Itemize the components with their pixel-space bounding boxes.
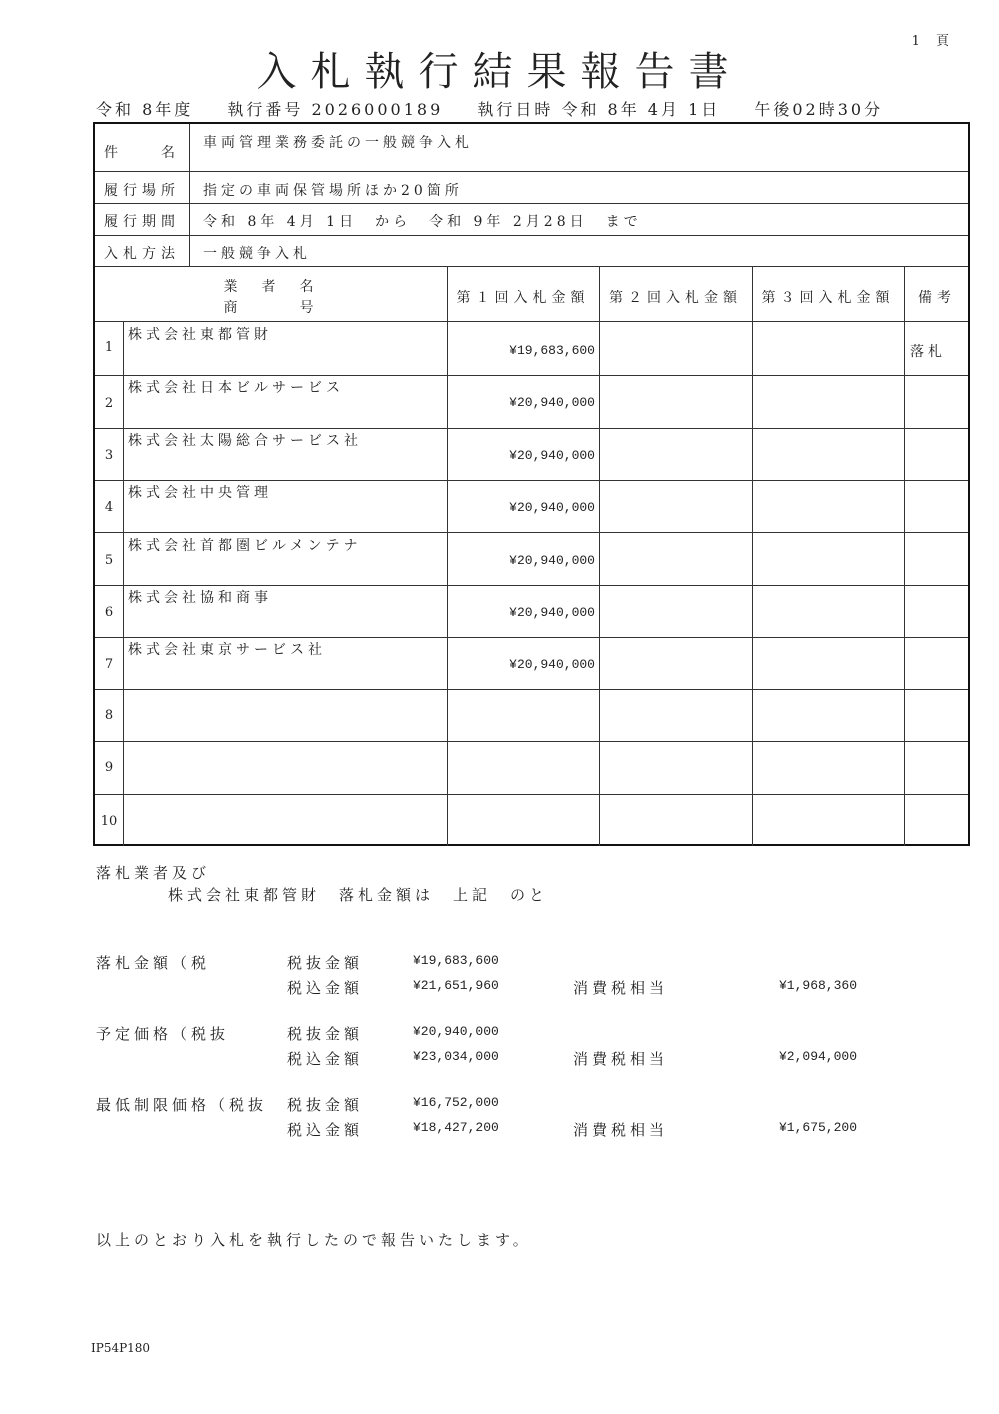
header-label-location: 履行場所 <box>104 183 180 199</box>
bid-amount: ¥20,940,000 <box>509 500 595 515</box>
remarks-cell: 落札 <box>910 344 946 360</box>
tax-included-label: 税込金額 <box>287 1121 364 1139</box>
consumption-tax-label: 消費税相当 <box>573 1121 669 1139</box>
tax-included-label: 税込金額 <box>287 1050 364 1068</box>
row-number: 10 <box>100 814 118 829</box>
divider <box>95 637 968 638</box>
divider <box>599 266 600 846</box>
divider <box>95 375 968 376</box>
consumption-tax-amount: ¥1,675,200 <box>779 1120 858 1135</box>
consumption-tax-amount: ¥2,094,000 <box>779 1049 858 1064</box>
bid-table <box>93 122 970 846</box>
row-number: 1 <box>104 340 114 355</box>
divider <box>95 171 968 172</box>
bid-amount: ¥20,940,000 <box>509 448 595 463</box>
bidder-name: 株式会社東京サービス社 <box>128 642 326 658</box>
header-label-period: 履行期間 <box>104 214 180 230</box>
tax-excluded-label: 税抜金額 <box>287 1096 364 1114</box>
price-section-label: 予定価格（税抜 <box>96 1025 230 1043</box>
column-header-round3: 第３回入札金額 <box>761 290 895 306</box>
divider <box>95 741 968 742</box>
column-header-bidder-1: 業 者 名 <box>223 279 319 295</box>
divider <box>95 266 968 267</box>
bidder-name: 株式会社協和商事 <box>128 590 272 606</box>
column-header-remarks: 備考 <box>918 290 956 306</box>
divider <box>752 266 753 846</box>
closing-note: 以上のとおり入札を執行したので報告いたします。 <box>96 1231 532 1249</box>
fiscal-year: 令和 8年度 <box>96 100 194 119</box>
divider <box>95 480 968 481</box>
header-value-method: 一般競争入札 <box>203 246 311 262</box>
tax-included-label: 税込金額 <box>287 979 364 997</box>
bid-amount: ¥20,940,000 <box>509 605 595 620</box>
consumption-tax-label: 消費税相当 <box>573 979 669 997</box>
form-code: IP54P180 <box>91 1341 151 1355</box>
bidder-name: 株式会社東都管財 <box>128 327 272 343</box>
row-number: 7 <box>104 657 114 672</box>
row-number: 8 <box>104 708 114 723</box>
header-value-location: 指定の車両保管場所ほか20箇所 <box>203 183 463 199</box>
divider <box>95 235 968 236</box>
price-section-label: 最低制限価格（税抜 <box>96 1096 268 1114</box>
award-heading: 落札業者及び <box>96 864 211 882</box>
price-section-label: 落札金額（税 <box>96 954 211 972</box>
tax-excluded-label: 税抜金額 <box>287 1025 364 1043</box>
bidder-name: 株式会社日本ビルサービス <box>128 380 344 396</box>
header-label-method: 入札方法 <box>104 246 180 262</box>
header-value-period: 令和 8年 4月 1日 から 令和 9年 2月28日 まで <box>203 214 642 230</box>
divider <box>95 689 968 690</box>
tax-excluded-amount: ¥16,752,000 <box>413 1095 499 1110</box>
row-number: 3 <box>104 448 114 463</box>
execution-time: 午後02時30分 <box>754 100 884 119</box>
bidder-name: 株式会社太陽総合サービス社 <box>128 433 362 449</box>
bidder-name: 株式会社首都圏ビルメンテナ <box>128 538 362 554</box>
consumption-tax-label: 消費税相当 <box>573 1050 669 1068</box>
divider <box>95 585 968 586</box>
row-number: 6 <box>104 605 114 620</box>
row-number: 2 <box>104 396 114 411</box>
tax-included-amount: ¥23,034,000 <box>413 1049 499 1064</box>
column-header-round1: 第１回入札金額 <box>456 290 590 306</box>
bid-amount: ¥20,940,000 <box>509 657 595 672</box>
meta-line <box>96 97 909 120</box>
header-value-subject: 車両管理業務委託の一般競争入札 <box>203 135 473 151</box>
divider <box>189 124 190 266</box>
divider <box>95 532 968 533</box>
bid-amount: ¥19,683,600 <box>509 343 595 358</box>
divider <box>95 794 968 795</box>
execution-date: 執行日時 令和 8年 4月 1日 <box>477 100 721 119</box>
consumption-tax-amount: ¥1,968,360 <box>779 978 858 993</box>
tax-excluded-amount: ¥20,940,000 <box>413 1024 499 1039</box>
bid-amount: ¥20,940,000 <box>509 395 595 410</box>
tax-excluded-amount: ¥19,683,600 <box>413 953 499 968</box>
document-title: 入札執行結果報告書 <box>256 49 743 95</box>
bid-amount: ¥20,940,000 <box>509 553 595 568</box>
tax-included-amount: ¥18,427,200 <box>413 1120 499 1135</box>
page-number: 1 頁 <box>911 34 955 49</box>
divider <box>123 321 124 846</box>
row-number: 9 <box>104 760 114 775</box>
divider <box>95 428 968 429</box>
column-header-bidder-2: 商 号 <box>223 300 319 316</box>
column-header-round2: 第２回入札金額 <box>609 290 742 306</box>
case-number: 執行番号 2026000189 <box>227 100 444 119</box>
divider <box>95 321 968 322</box>
row-number: 5 <box>104 553 114 568</box>
award-line: 株式会社東都管財 落札金額は 上記 のと <box>168 886 549 904</box>
tax-excluded-label: 税抜金額 <box>287 954 364 972</box>
row-number: 4 <box>104 500 114 515</box>
header-label-subject: 件 名 <box>104 145 180 161</box>
bidder-name: 株式会社中央管理 <box>128 485 272 501</box>
divider <box>95 203 968 204</box>
tax-included-amount: ¥21,651,960 <box>413 978 499 993</box>
divider <box>904 266 905 846</box>
